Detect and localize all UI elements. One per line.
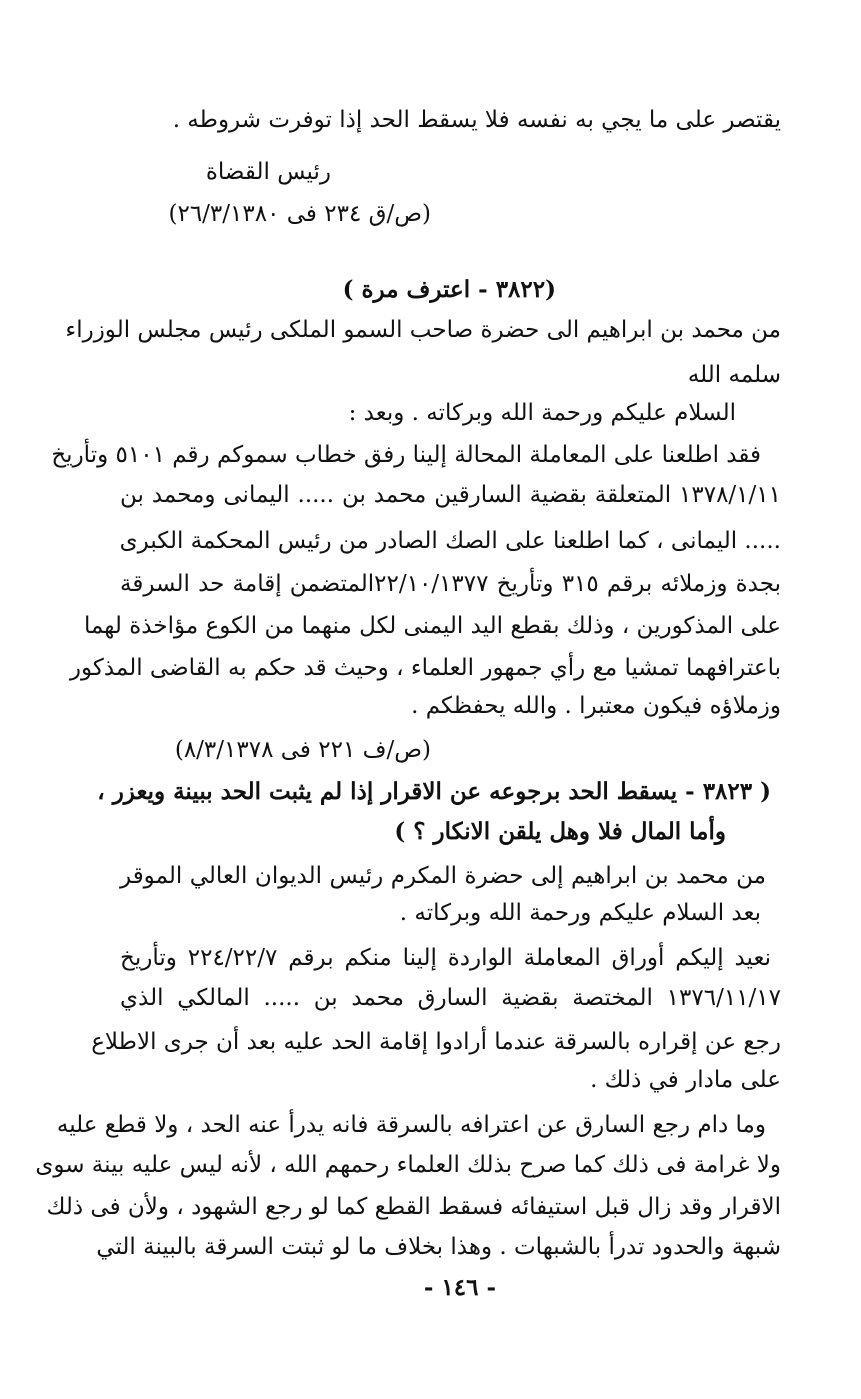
body-line: بجدة وزملائه برقم ٣١٥ وتأريخ ٢٢/١٠/١٣٧٧المتضمن إقامة حد السرقة <box>120 571 781 597</box>
section-heading: (٣٨٢٢ - اعترف مرة ) <box>342 276 556 303</box>
body-line: ولا غرامة فى ذلك كما صرح بذلك العلماء رحمهم الله ، لأنه ليس عليه بينة سوى <box>35 1152 781 1178</box>
reference-citation: (ص/ف ٢٢١ فى ٨/٣/١٣٧٨) <box>174 737 431 763</box>
body-line: نعيد إليكم أوراق المعاملة الواردة إلينا منكم برقم ٢٢٤/٢٢/٧ وتأريخ <box>120 945 771 971</box>
body-line: رجع عن إقراره بالسرقة عندما أرادوا إقامة الحد عليه بعد أن جرى الاطلاع <box>91 1029 781 1055</box>
body-line: شبهة والحدود تدرأ بالشبهات . وهذا بخلاف ما لو ثبتت السرقة بالبينة التي <box>96 1234 781 1260</box>
body-line: باعترافهما تمشيا مع رأي جمهور العلماء ، وحيث قد حكم به القاضى المذكور <box>69 655 781 681</box>
body-line: الاقرار وقد زال قبل استيفائه فسقط القطع كما لو رجع الشهود ، ولأن فى ذلك <box>46 1194 781 1220</box>
greeting-line: بعد السلام عليكم ورحمة الله وبركاته . <box>399 900 761 926</box>
section-heading: وأما المال فلا وهل يلقن الانكار ؟ ) <box>394 818 726 845</box>
body-line: ١٣٧٨/١/١١ المتعلقة بقضية السارقين محمد بن ..... اليمانى ومحمد بن <box>120 482 781 508</box>
body-line: على مادار في ذلك . <box>590 1067 781 1093</box>
continuation-line: يقتصر على ما يجي به نفسه فلا يسقط الحد إذا توفرت شروطه . <box>172 107 781 133</box>
address-line: سلمه الله <box>687 362 781 388</box>
reference-citation: (ص/ق ٢٣٤ فى ٢٦/٣/١٣٨٠) <box>168 201 431 227</box>
address-line: من محمد بن ابراهيم الى حضرة صاحب السمو الملكى رئيس مجلس الوزراء <box>65 317 781 343</box>
body-line: وما دام رجع السارق عن اعترافه بالسرقة فانه يدرأ عنه الحد ، ولا قطع عليه <box>56 1112 766 1138</box>
body-line: ..... اليمانى ، كما اطلعنا على الصك الصادر من رئيس المحكمة الكبرى <box>119 528 781 554</box>
section-heading: ( ٣٨٢٣ - يسقط الحد برجوعه عن الاقرار إذا لم يثبت الحد ببينة ويعزر ، <box>97 778 771 805</box>
body-line: على المذكورين ، وذلك بقطع اليد اليمنى لكل منهما من الكوع مؤاخذة لهما <box>84 613 781 639</box>
body-line: وزملاؤه فيكون معتبرا . والله يحفظكم . <box>411 693 781 719</box>
page-number: - ١٤٦ - <box>423 1274 496 1301</box>
greeting-line: السلام عليكم ورحمة الله وبركاته . وبعد : <box>348 400 736 426</box>
body-line: فقد اطلعنا على المعاملة المحالة إلينا رفق خطاب سموكم رقم ٥١٠١ وتأريخ <box>51 442 761 468</box>
body-line: ١٣٧٦/١١/١٧ المختصة بقضية السارق محمد بن ..... المالكي الذي <box>120 985 781 1011</box>
signature-title: رئيس القضاة <box>205 159 331 185</box>
address-line: من محمد بن ابراهيم إلى حضرة المكرم رئيس الديوان العالي الموقر <box>120 863 766 889</box>
